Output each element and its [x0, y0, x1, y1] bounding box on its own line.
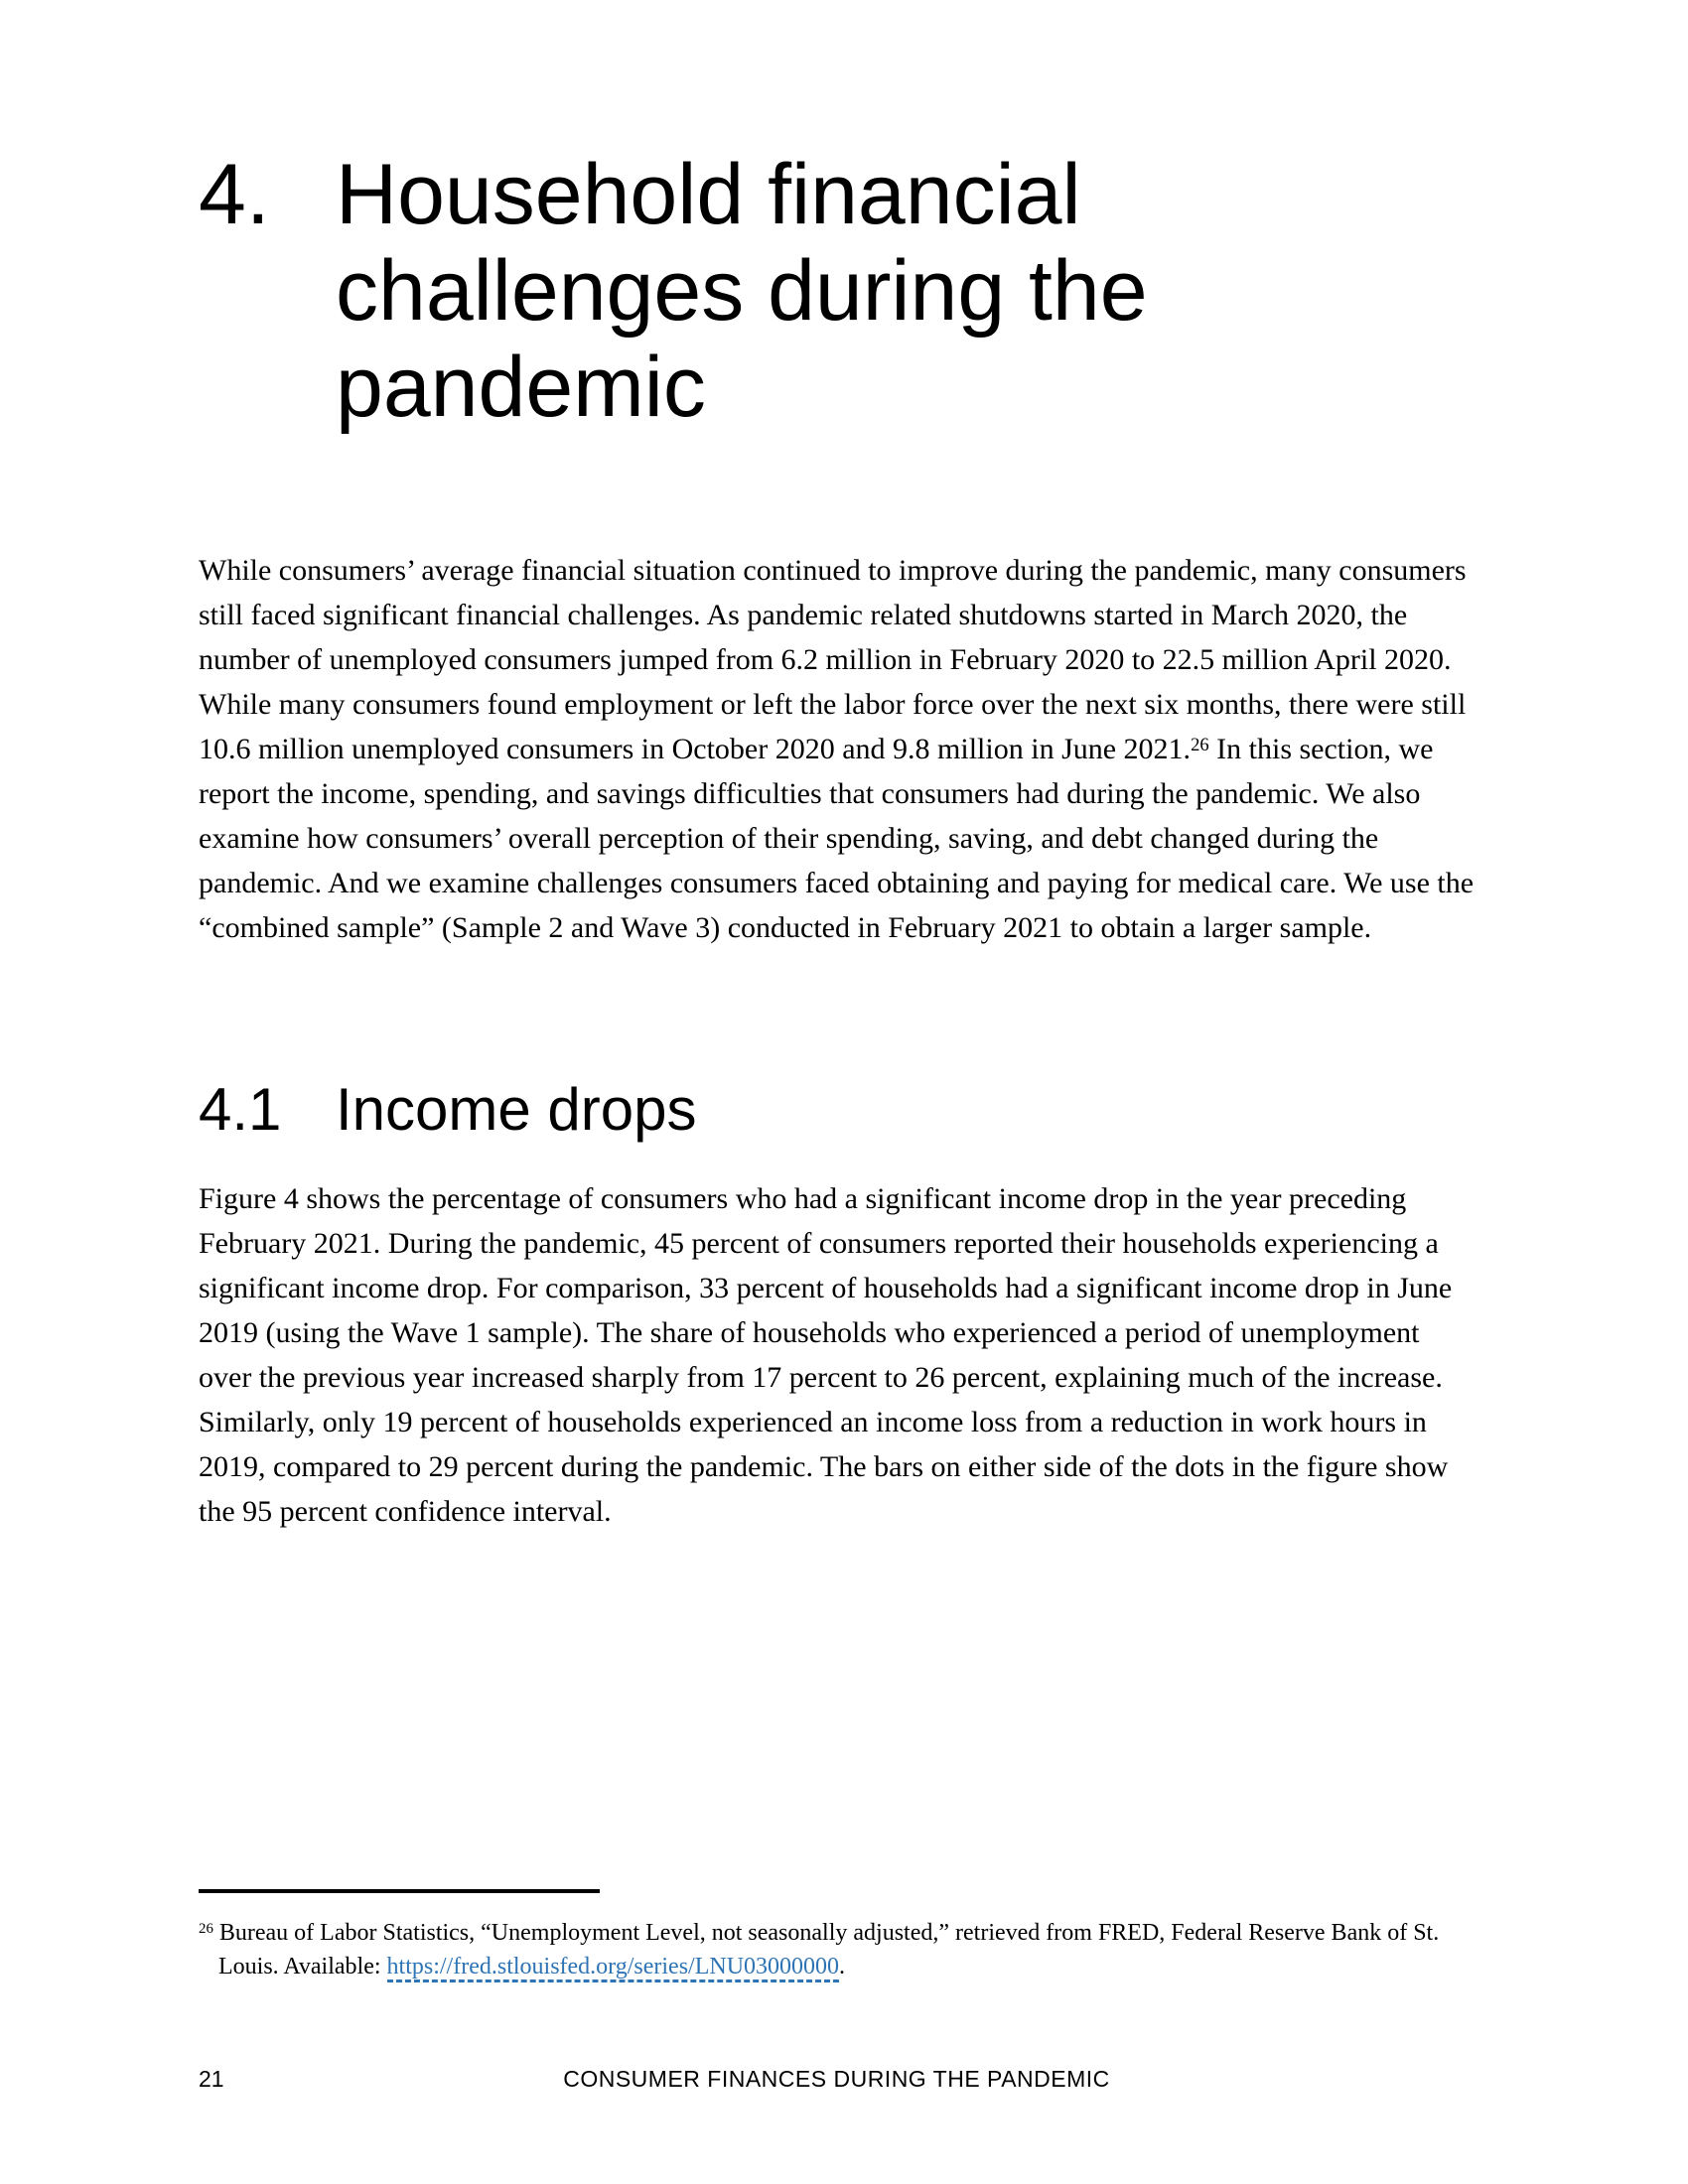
page-number: 21 [199, 2066, 224, 2092]
footer-title: CONSUMER FINANCES DURING THE PANDEMIC [563, 2066, 1110, 2092]
footnote [199, 1916, 1475, 1983]
footnote-reference-marker: 26 [1191, 734, 1209, 755]
intro-text-before-ref: While consumers’ average financial situation continued to improve during the pandemic, many consumers still faced significant financial challenges. As pandemic related shutdowns started in March 2020, the number of unemployed consumers jumped from 6.2 million in February 2020 to 22.5 million April 2020. While many consumers found employment or left the labor force over the next six months, there were still 10.6 million unemployed consumers in October 2020 and 9.8 million in June 2021. [199, 554, 1467, 765]
subsection-title: Income drops [336, 1076, 697, 1143]
footnote-separator-rule [199, 1889, 600, 1893]
footnote-number: 26 [199, 1921, 213, 1938]
income-drops-paragraph: Figure 4 shows the percentage of consumers who had a significant income drop in the year preceding February 2021. During the pandemic, 45 percent of consumers reported their households experiencing a significant income drop. For comparison, 33 percent of households had a significant income drop in June 2019 (using the Wave 1 sample). The share of households who experienced a period of unemployment over the previous year increased sharply from 17 percent to 26 percent, explaining much of the increase. Similarly, only 19 percent of households experienced an income loss from a reduction in work hours in 2019, compared to 29 percent during the pandemic. The bars on either side of the dots in the figure show the 95 percent confidence interval. [199, 1182, 1453, 1528]
footnote-text: Bureau of Labor Statistics, “Unemployment Level, not seasonally adjusted,” retrieved from FRED, Federal Reserve Bank of St. Louis. Available: [212, 1920, 1440, 1979]
section-heading [199, 147, 1479, 436]
subsection-heading [199, 1075, 1479, 1145]
intro-text-after-ref: In this section, we report the income, spending, and savings difficulties that consumers had during the pandemic. We also examine how consumers’ overall perception of their spending, saving, and debt changed during the pandemic. And we examine challenges consumers faced obtaining and paying for medical care. We use the “combined sample” (Sample 2 and Wave 3) conducted in February 2021 to obtain a larger sample. [199, 733, 1475, 944]
section-number: 4. [199, 147, 270, 242]
intro-paragraph [199, 548, 1475, 950]
subsection-number: 4.1 [199, 1076, 282, 1143]
footnote-text-after-link: . [839, 1954, 846, 1979]
section-title: Household financial challenges during the pandemic [336, 147, 1148, 435]
footnote-link[interactable]: https://fred.stlouisfed.org/series/LNU03000000 [387, 1954, 840, 1982]
